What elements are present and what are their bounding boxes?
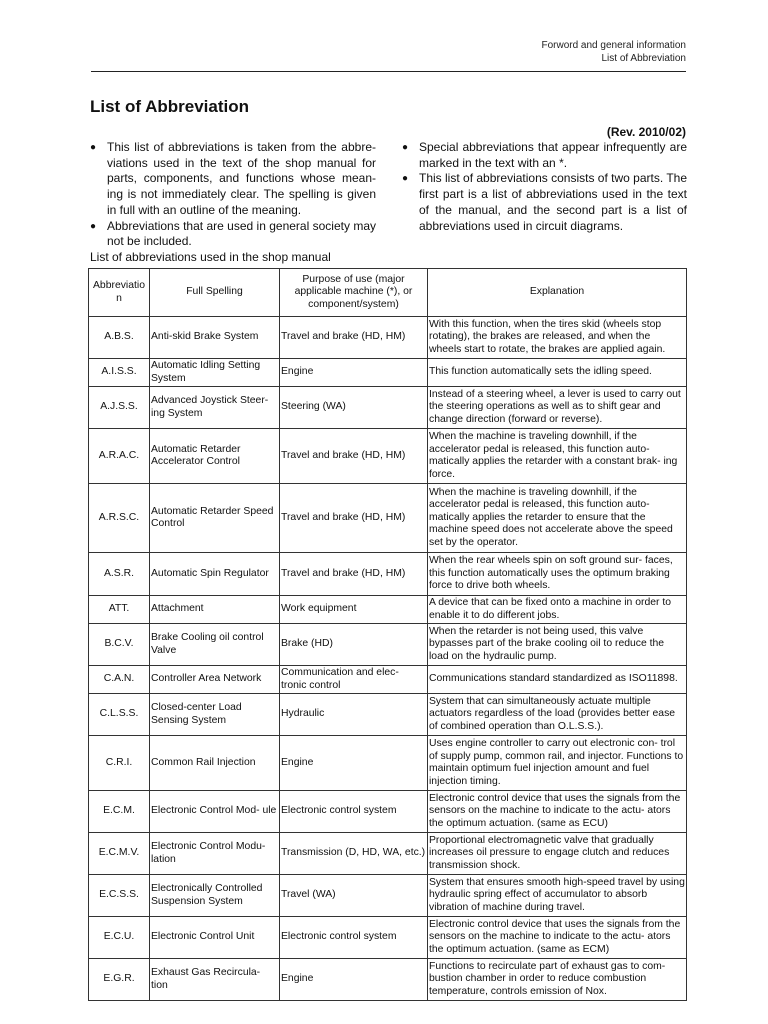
cell-abbreviation: B.C.V. xyxy=(89,624,150,666)
table-row xyxy=(89,736,687,791)
table-row xyxy=(89,875,687,917)
table-row xyxy=(89,791,687,833)
cell-abbreviation: A.B.S. xyxy=(89,317,150,359)
cell-purpose: Travel (WA) xyxy=(280,875,428,917)
table-row xyxy=(89,833,687,875)
cell-abbreviation: E.G.R. xyxy=(89,959,150,1001)
cell-abbreviation: A.J.S.S. xyxy=(89,387,150,429)
cell-explanation: Uses engine controller to carry out electronic con- trol of supply pump, common rail, and injector. Functions to maintain optimum fuel injection amount and fuel injection timing. xyxy=(428,736,687,791)
header-explanation: Explanation xyxy=(428,269,687,317)
cell-full-spelling: Electronic Control Mod- ule xyxy=(150,791,280,833)
intro-bullet-text: Special abbreviations that appear infrequently are marked in the text with an *. xyxy=(419,140,687,170)
cell-explanation: System that ensures smooth high-speed travel by using hydraulic spring effect of accumulator to absorb vibration of machine during travel. xyxy=(428,875,687,917)
cell-full-spelling: Brake Cooling oil control Valve xyxy=(150,624,280,666)
table-row xyxy=(89,359,687,387)
table-caption: List of abbreviations used in the shop manual xyxy=(90,250,331,264)
cell-explanation: Functions to recirculate part of exhaust gas to com- bustion chamber in order to reduce combustion temperature, controls emission of Nox. xyxy=(428,959,687,1001)
intro-bullet xyxy=(90,219,376,250)
intro-right-column xyxy=(402,140,687,234)
running-header xyxy=(541,40,686,65)
cell-purpose: Steering (WA) xyxy=(280,387,428,429)
cell-purpose: Travel and brake (HD, HM) xyxy=(280,553,428,596)
cell-full-spelling: Exhaust Gas Recircula- tion xyxy=(150,959,280,1001)
cell-explanation: Communications standard standardized as ISO11898. xyxy=(428,666,687,694)
bullet-icon: ● xyxy=(90,142,97,153)
cell-abbreviation: E.C.U. xyxy=(89,917,150,959)
intro-bullet-text: This list of abbreviations consists of two parts. The first part is a list of abbreviations used in the text of the manual, and the second part is a list of abbreviations used in circuit diagrams. xyxy=(419,171,687,233)
intro-bullet xyxy=(90,140,376,219)
cell-explanation: Electronic control device that uses the signals from the sensors on the machine to indicate to the actu- ators the optimum actuation. (same as ECU) xyxy=(428,791,687,833)
header-divider xyxy=(91,71,686,72)
cell-full-spelling: Automatic Idling Setting System xyxy=(150,359,280,387)
cell-purpose: Work equipment xyxy=(280,596,428,624)
cell-full-spelling: Automatic Retarder Speed Control xyxy=(150,484,280,553)
cell-purpose: Engine xyxy=(280,359,428,387)
cell-full-spelling: Electronic Control Unit xyxy=(150,917,280,959)
cell-explanation: When the retarder is not being used, this valve bypasses part of the brake cooling oil to reduce the load on the hydraulic pump. xyxy=(428,624,687,666)
cell-abbreviation: C.L.S.S. xyxy=(89,694,150,736)
cell-explanation: Electronic control device that uses the signals from the sensors on the machine to indicate to the actu- ators the optimum actuation. (same as ECM) xyxy=(428,917,687,959)
cell-abbreviation: E.C.M. xyxy=(89,791,150,833)
cell-abbreviation: A.S.R. xyxy=(89,553,150,596)
cell-explanation: Instead of a steering wheel, a lever is used to carry out the steering operations as well as to shift gear and change direction (forward or reverse). xyxy=(428,387,687,429)
cell-purpose: Electronic control system xyxy=(280,791,428,833)
cell-abbreviation: A.R.A.C. xyxy=(89,429,150,484)
bullet-icon: ● xyxy=(90,220,97,232)
cell-abbreviation: C.A.N. xyxy=(89,666,150,694)
table-row xyxy=(89,387,687,429)
table-row xyxy=(89,917,687,959)
cell-explanation: When the machine is traveling downhill, if the accelerator pedal is released, this function auto- matically applies the retarder with a constant brak- ing force. xyxy=(428,429,687,484)
table-row xyxy=(89,666,687,694)
cell-full-spelling: Electronically Controlled Suspension System xyxy=(150,875,280,917)
cell-full-spelling: Closed-center Load Sensing System xyxy=(150,694,280,736)
cell-abbreviation: E.C.M.V. xyxy=(89,833,150,875)
cell-abbreviation: C.R.I. xyxy=(89,736,150,791)
intro-bullet xyxy=(402,140,687,171)
table-row xyxy=(89,624,687,666)
cell-purpose: Transmission (D, HD, WA, etc.) xyxy=(280,833,428,875)
cell-explanation: With this function, when the tires skid (wheels stop rotating), the brakes are released, and when the wheels start to rotate, the brakes are applied again. xyxy=(428,317,687,359)
cell-full-spelling: Attachment xyxy=(150,596,280,624)
cell-full-spelling: Automatic Retarder Accelerator Control xyxy=(150,429,280,484)
cell-explanation: When the machine is traveling downhill, if the accelerator pedal is released, this function auto- matically applies the retarder to ensure that the machine speed does not accelerate above the speed set by the operator. xyxy=(428,484,687,553)
cell-abbreviation: ATT. xyxy=(89,596,150,624)
cell-abbreviation: A.R.S.C. xyxy=(89,484,150,553)
cell-purpose: Travel and brake (HD, HM) xyxy=(280,484,428,553)
cell-purpose: Engine xyxy=(280,959,428,1001)
cell-abbreviation: E.C.S.S. xyxy=(89,875,150,917)
cell-explanation: Proportional electromagnetic valve that gradually increases oil pressure to engage clutch and reduces transmission shock. xyxy=(428,833,687,875)
cell-purpose: Communication and elec- tronic control xyxy=(280,666,428,694)
table-row xyxy=(89,596,687,624)
cell-purpose: Electronic control system xyxy=(280,917,428,959)
header-abbreviation: Abbreviatio n xyxy=(89,269,150,317)
intro-bullet-text: This list of abbreviations is taken from the abbre- viations used in the text of the shop manual for parts, components, and functions whose mean- ing is not immediately clear. The spelling is given in full with an outline of the meaning. xyxy=(107,140,376,217)
intro-bullet xyxy=(402,171,687,234)
table-row xyxy=(89,694,687,736)
intro-left-column xyxy=(90,140,376,250)
header-page-title: List of Abbreviation xyxy=(601,52,686,64)
cell-full-spelling: Automatic Spin Regulator xyxy=(150,553,280,596)
header-purpose: Purpose of use (major applicable machine (*), or component/system) xyxy=(280,269,428,317)
cell-full-spelling: Advanced Joystick Steer- ing System xyxy=(150,387,280,429)
page-title: List of Abbreviation xyxy=(90,97,249,116)
table-row xyxy=(89,429,687,484)
header-section-title: Forword and general information xyxy=(541,40,686,51)
table-row xyxy=(89,553,687,596)
cell-purpose: Travel and brake (HD, HM) xyxy=(280,429,428,484)
cell-purpose: Engine xyxy=(280,736,428,791)
cell-full-spelling: Controller Area Network xyxy=(150,666,280,694)
cell-purpose: Brake (HD) xyxy=(280,624,428,666)
cell-full-spelling: Anti-skid Brake System xyxy=(150,317,280,359)
cell-abbreviation: A.I.S.S. xyxy=(89,359,150,387)
table-row xyxy=(89,959,687,1001)
revision-label: (Rev. 2010/02) xyxy=(606,125,686,139)
cell-explanation: This function automatically sets the idling speed. xyxy=(428,359,687,387)
table-row xyxy=(89,317,687,359)
cell-explanation: System that can simultaneously actuate multiple actuators regardless of the load (provides better ease of combined operation than O.L.S.S.). xyxy=(428,694,687,736)
cell-full-spelling: Electronic Control Modu- lation xyxy=(150,833,280,875)
cell-full-spelling: Common Rail Injection xyxy=(150,736,280,791)
cell-explanation: A device that can be fixed onto a machine in order to enable it to do different jobs. xyxy=(428,596,687,624)
header-full-spelling: Full Spelling xyxy=(150,269,280,317)
bullet-icon: ● xyxy=(402,142,409,153)
abbreviation-table xyxy=(88,268,687,1001)
cell-purpose: Hydraulic xyxy=(280,694,428,736)
intro-bullet-text: Abbreviations that are used in general society may not be included. xyxy=(107,218,376,249)
cell-explanation: When the rear wheels spin on soft ground sur- faces, this function automatically uses the optimum braking force to drive both wheels. xyxy=(428,553,687,596)
table-header-row xyxy=(89,269,687,317)
cell-purpose: Travel and brake (HD, HM) xyxy=(280,317,428,359)
table-row xyxy=(89,484,687,553)
bullet-icon: ● xyxy=(402,173,409,185)
